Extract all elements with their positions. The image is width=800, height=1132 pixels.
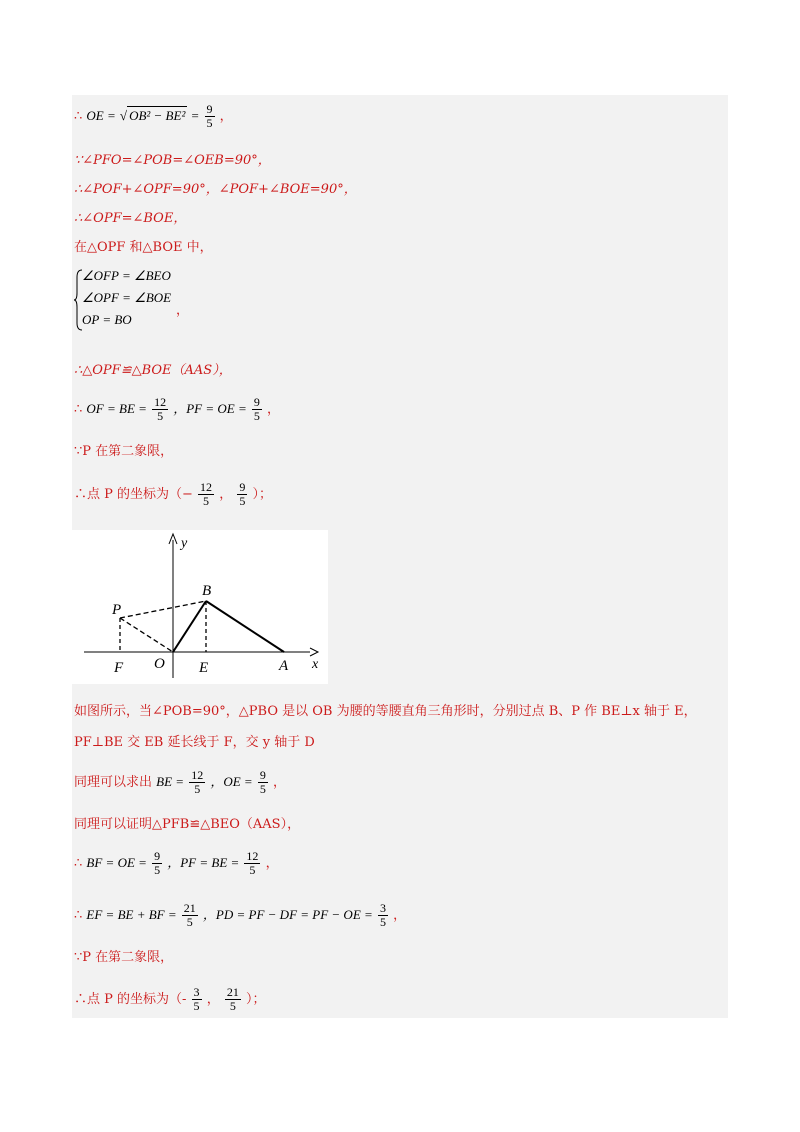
- line-bf-pf: ∴ BF = OE = $\frac{9}{5}$ ，PF = BE = $\frac{12}{5}$ ，: [74, 849, 279, 877]
- fraction-9-5: $\frac{9}{5}$: [206, 102, 213, 130]
- label-e: E: [199, 660, 209, 676]
- fraction-21-5: $\frac{21}{5}$: [226, 985, 239, 1013]
- sqrt-expression: √ OB² − BE² =: [119, 108, 200, 123]
- label-o: O: [154, 656, 165, 672]
- fraction-9-5: $\frac{9}{5}$: [239, 480, 246, 508]
- line-angle-sum: ∴∠POF+∠OPF=90°，∠POF+∠BOE=90°，: [74, 182, 357, 197]
- line-oe: ∴ OE = √ OB² − BE² = $\frac{9}{5}$ ，: [74, 102, 233, 130]
- system-eq-3: OP = BO: [82, 312, 132, 327]
- fraction-21-5: $\frac{21}{5}$: [183, 901, 196, 929]
- line-of-pf: ∴ OF = BE = $\frac{12}{5}$ ，PF = OE = $\frac{9}{5}$ ，: [74, 395, 281, 423]
- line-similarly-find: 同理可以求出 BE = $\frac{12}{5}$ ，OE = $\frac{9}{5}$ ，: [74, 768, 286, 796]
- fraction-3-5: $\frac{3}{5}$: [193, 985, 200, 1013]
- line-congruent: ∴△OPF≌△BOE（AAS），: [74, 363, 232, 378]
- line-point-p-coords-2: ∴点 P 的坐标为（- $\frac{3}{5}$ ， $\frac{21}{5}$ ）；: [74, 985, 266, 1013]
- fraction-9-5: $\frac{9}{5}$: [154, 849, 161, 877]
- system-eq-2: ∠OPF = ∠BOE: [82, 290, 172, 305]
- line-second-quadrant: ∵P 在第二象限，: [74, 444, 174, 459]
- line-second-quadrant-2: ∵P 在第二象限，: [74, 950, 174, 965]
- geometry-figure: [72, 530, 328, 684]
- line-angle-equal: ∴∠OPF=∠BOE，: [74, 211, 187, 226]
- fraction-9-5: $\frac{9}{5}$: [253, 395, 260, 423]
- label-x: x: [312, 657, 319, 672]
- radicand: OB² − BE²: [129, 108, 186, 123]
- label-f: F: [114, 660, 124, 676]
- therefore-symbol: ∴: [74, 109, 83, 124]
- line-case-description: 如图所示，当∠POB=90°，△PBO 是以 OB 为腰的等腰直角三角形时，分别过点 B、P 作 BE⊥x 轴于 E，: [74, 704, 697, 719]
- fraction-12-5: $\frac{12}{5}$: [200, 480, 213, 508]
- fraction-12-5: $\frac{12}{5}$: [154, 395, 167, 423]
- line-ef-pd: ∴ EF = BE + BF = $\frac{21}{5}$ ，PD = PF − DF = PF − OE = $\frac{3}{5}$ ，: [74, 901, 407, 929]
- fraction-12-5: $\frac{12}{5}$: [191, 768, 204, 796]
- label-a: A: [279, 658, 289, 674]
- fraction-3-5: $\frac{3}{5}$: [379, 901, 386, 929]
- line-similarly-prove: 同理可以证明△PFB≌△BEO（AAS），: [74, 817, 301, 832]
- label-y: y: [181, 536, 188, 551]
- system-eq-1: ∠OFP = ∠BEO: [82, 268, 171, 283]
- fraction-12-5: $\frac{12}{5}$: [246, 849, 259, 877]
- line-in-triangles: 在△OPF 和△BOE 中，: [74, 240, 213, 255]
- line-point-p-coords: ∴点 P 的坐标为（− $\frac{12}{5}$ ， $\frac{9}{5}$ ）；: [74, 480, 272, 508]
- oe-lhs: OE =: [86, 108, 116, 123]
- fraction-9-5: $\frac{9}{5}$: [259, 768, 266, 796]
- label-b: B: [202, 583, 212, 599]
- line-angles-90: ∵∠PFO=∠POB=∠OEB=90°，: [74, 153, 271, 168]
- line-pf-perp: PF⊥BE 交 EB 延长线于 F，交 y 轴于 D: [74, 735, 315, 750]
- system-suffix: ，: [176, 303, 190, 318]
- label-p: P: [112, 602, 122, 618]
